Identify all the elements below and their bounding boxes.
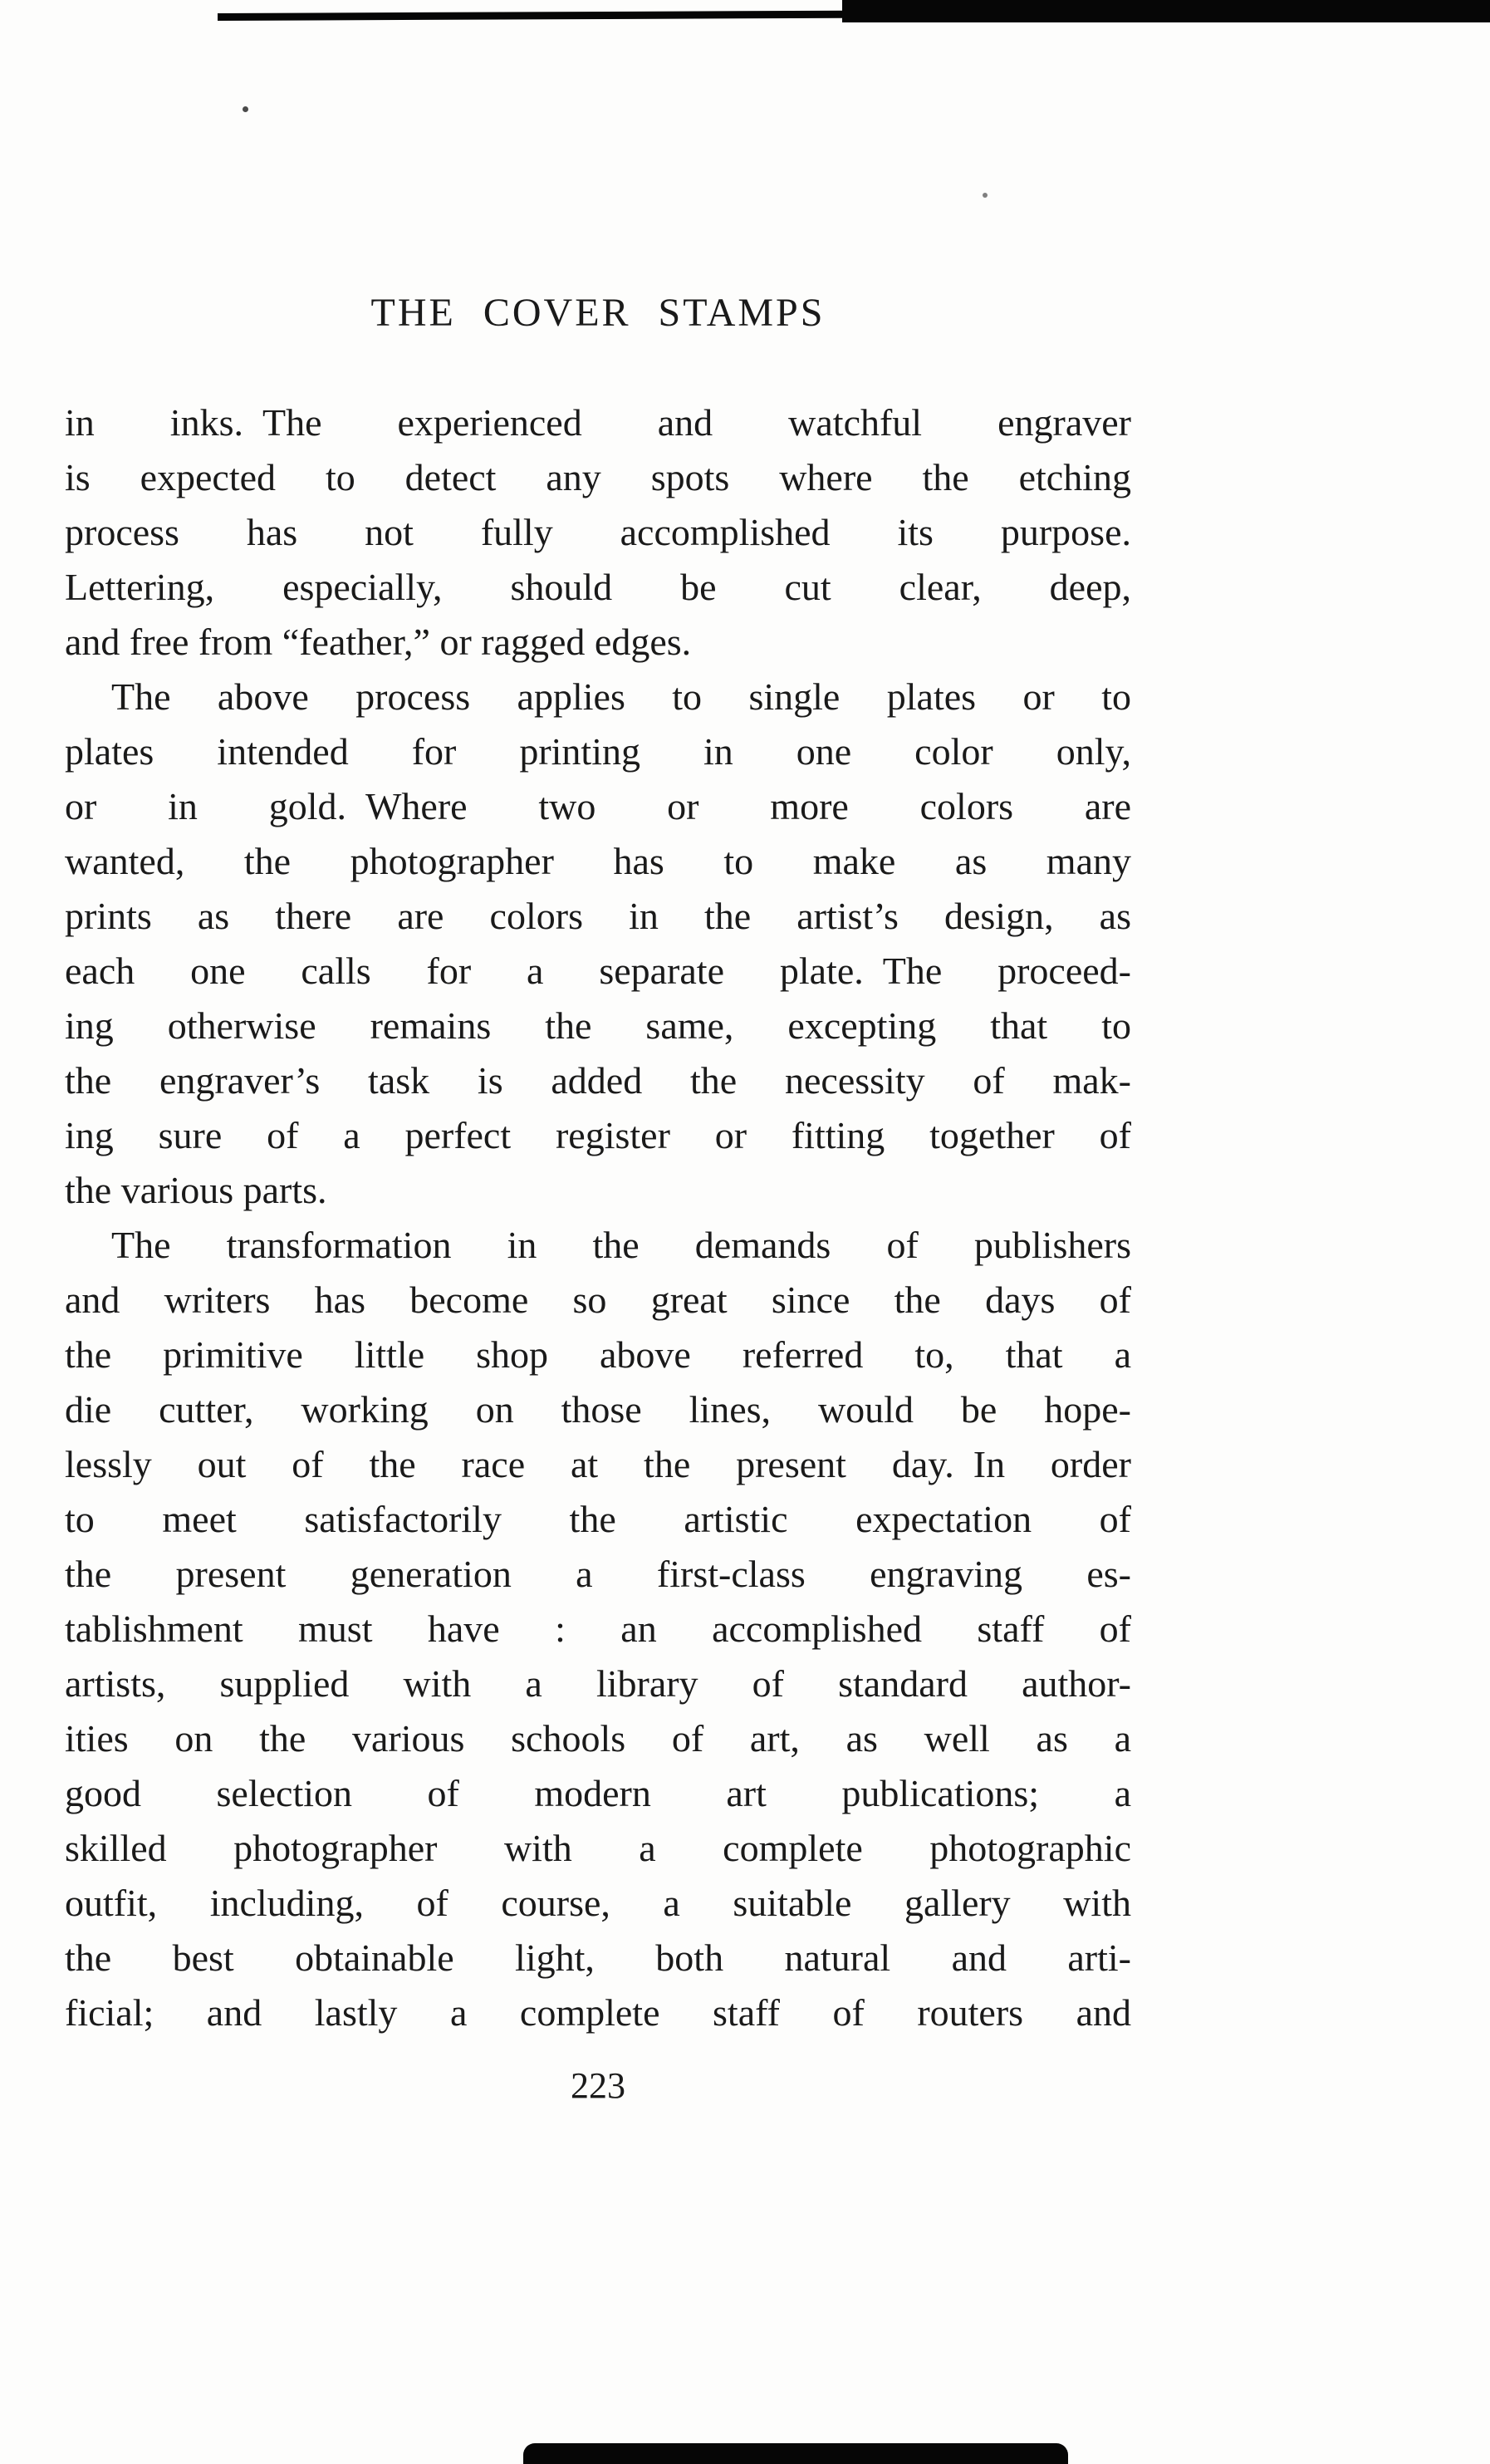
text-line: skilled photographer with a complete photographic [65, 1827, 1131, 1869]
text-line: the best obtainable light, both natural and arti- [65, 1936, 1131, 1979]
text-line: The above process applies to single plates or to [111, 675, 1131, 718]
text-line: ing otherwise remains the same, excepting that to [65, 1004, 1131, 1047]
text-line: die cutter, working on those lines, would be hope- [65, 1388, 1131, 1431]
text-line: The transformation in the demands of publishers [111, 1224, 1131, 1266]
scan-speck [983, 193, 988, 198]
text-line: the primitive little shop above referred to, that a [65, 1333, 1131, 1376]
paragraphs [65, 395, 1131, 2040]
text-line: Lettering, especially, should be cut clear, deep, [65, 566, 1131, 608]
text-line: lessly out of the race at the present day. In order [65, 1443, 1131, 1485]
text-line: ficial; and lastly a complete staff of routers and [65, 1991, 1131, 2034]
text-line: and writers has become so great since the days of [65, 1279, 1131, 1321]
text-line: and free from “feather,” or ragged edges. [65, 621, 692, 663]
text-line: the various parts. [65, 1169, 327, 1211]
paragraph [65, 395, 1131, 670]
text-line: ing sure of a perfect register or fitting together of [65, 1114, 1131, 1156]
text-line: is expected to detect any spots where the etching [65, 456, 1131, 498]
text-line: outfit, including, of course, a suitable gallery with [65, 1882, 1131, 1924]
text-line: artists, supplied with a library of standard author- [65, 1662, 1131, 1705]
text-line: good selection of modern art publications; a [65, 1772, 1131, 1814]
scan-edge-bar [842, 0, 1490, 22]
page-title: THE COVER STAMPS [370, 291, 826, 335]
scan-speck [243, 106, 248, 112]
text-line: tablishment must have : an accomplished staff of [65, 1607, 1131, 1650]
text-line: or in gold. Where two or more colors are [65, 785, 1131, 827]
text-line: plates intended for printing in one color only, [65, 730, 1131, 773]
text-line: to meet satisfactorily the artistic expectation of [65, 1498, 1131, 1540]
scan-edge-line [218, 10, 885, 21]
paragraph [65, 1218, 1131, 2040]
text-column [65, 287, 1131, 2110]
paragraph [65, 670, 1131, 1218]
text-line: prints as there are colors in the artist’s design, as [65, 895, 1131, 937]
page-number: 223 [571, 2065, 625, 2106]
text-line: the engraver’s task is added the necessity of mak- [65, 1059, 1131, 1102]
scan-edge-bottom [523, 2443, 1068, 2464]
text-line: the present generation a first-class engraving es- [65, 1553, 1131, 1595]
text-line: each one calls for a separate plate. The proceed- [65, 950, 1131, 992]
text-line: in inks. The experienced and watchful engraver [65, 401, 1131, 444]
text-line: process has not fully accomplished its purpose. [65, 511, 1131, 553]
text-line: wanted, the photographer has to make as many [65, 840, 1131, 882]
text-line: ities on the various schools of art, as well as a [65, 1717, 1131, 1760]
